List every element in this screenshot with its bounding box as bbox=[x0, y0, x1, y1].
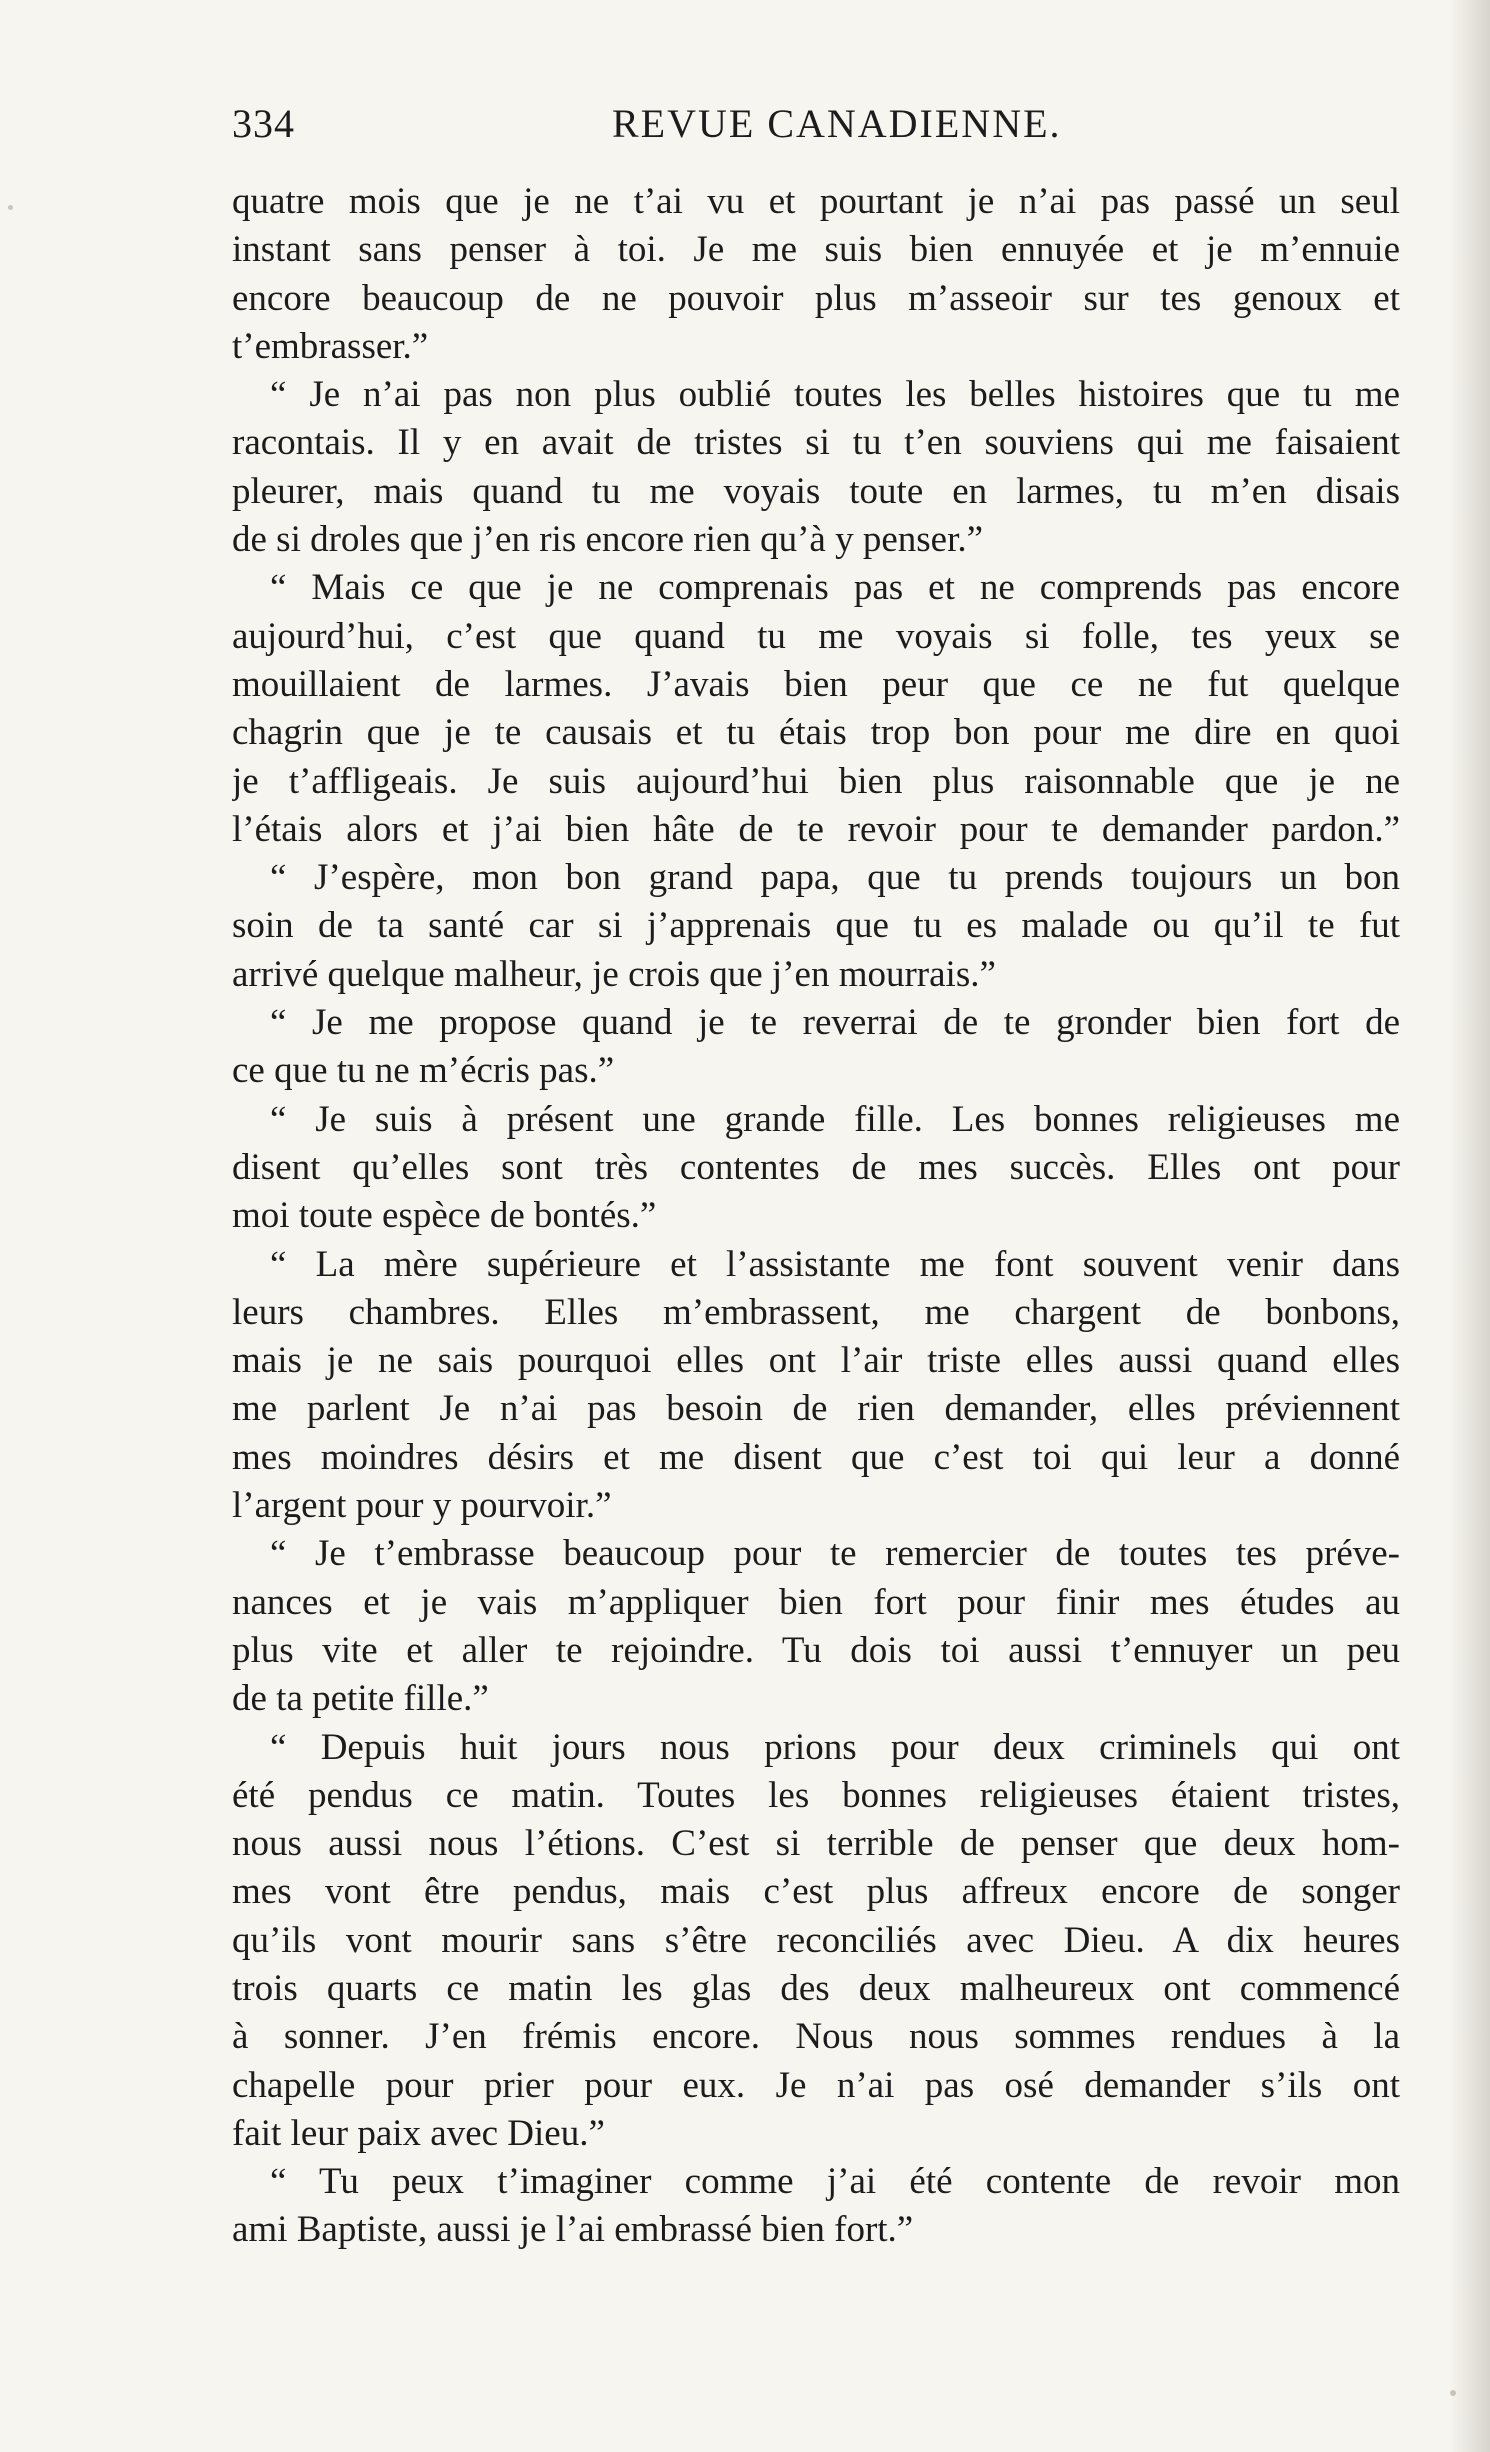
text-line: mes vont être pendus, mais c’est plus affreux encore de songer bbox=[232, 1871, 1400, 1913]
text-line: fait leur paix avec Dieu.” bbox=[232, 2112, 605, 2154]
text-line: été pendus ce matin. Toutes les bonnes religieuses étaient tristes, bbox=[232, 1774, 1400, 1816]
text-line: me parlent Je n’ai pas besoin de rien demander, elles préviennent bbox=[232, 1388, 1400, 1430]
text-line: encore beaucoup de ne pouvoir plus m’asseoir sur tes genoux et bbox=[232, 277, 1400, 319]
text-line: pleurer, mais quand tu me voyais toute en larmes, tu m’en disais bbox=[232, 470, 1400, 512]
text-line: “ Tu peux t’imaginer comme j’ai été contente de revoir mon bbox=[270, 2161, 1400, 2203]
body-text bbox=[232, 178, 1400, 2255]
text-line: arrivé quelque malheur, je crois que j’en mourrais.” bbox=[232, 953, 996, 995]
text-line: qu’ils vont mourir sans s’être reconciliés avec Dieu. A dix heures bbox=[232, 1919, 1400, 1961]
text-line: soin de ta santé car si j’apprenais que tu es malade ou qu’il te fut bbox=[232, 905, 1400, 947]
text-line: “ Je n’ai pas non plus oublié toutes les belles histoires que tu me bbox=[270, 374, 1400, 416]
text-line: racontais. Il y en avait de tristes si tu t’en souviens qui me faisaient bbox=[232, 422, 1400, 464]
text-line: t’embrasser.” bbox=[232, 325, 429, 367]
text-line: ce que tu ne m’écris pas.” bbox=[232, 1050, 615, 1092]
text-line: l’étais alors et j’ai bien hâte de te revoir pour te demander pardon.” bbox=[232, 808, 1400, 850]
text-line: aujourd’hui, c’est que quand tu me voyais si folle, tes yeux se bbox=[232, 615, 1400, 657]
page-number: 334 bbox=[232, 101, 295, 146]
text-line: nances et je vais m’appliquer bien fort pour finir mes études au bbox=[232, 1581, 1400, 1623]
text-line: “ La mère supérieure et l’assistante me font souvent venir dans bbox=[270, 1243, 1400, 1285]
text-line: trois quarts ce matin les glas des deux malheureux ont commencé bbox=[232, 1967, 1400, 2009]
text-line: nous aussi nous l’étions. C’est si terrible de penser que deux hom- bbox=[232, 1823, 1400, 1865]
text-line: “ Je suis à présent une grande fille. Les bonnes religieuses me bbox=[270, 1098, 1400, 1140]
text-line: “ Mais ce que je ne comprenais pas et ne comprends pas encore bbox=[270, 567, 1400, 609]
text-line: mes moindres désirs et me disent que c’est toi qui leur a donné bbox=[232, 1436, 1400, 1478]
text-line: quatre mois que je ne t’ai vu et pourtant je n’ai pas passé un seul bbox=[232, 181, 1400, 222]
text-line: plus vite et aller te rejoindre. Tu dois toi aussi t’ennuyer un peu bbox=[232, 1629, 1400, 1671]
text-line: leurs chambres. Elles m’embrassent, me chargent de bonbons, bbox=[232, 1291, 1400, 1333]
text-line: instant sans penser à toi. Je me suis bien ennuyée et je m’ennuie bbox=[232, 229, 1400, 271]
text-line: de ta petite fille.” bbox=[232, 1678, 489, 1720]
margin-speck bbox=[8, 205, 13, 210]
text-line: “ Je me propose quand je te reverrai de te gronder bien fort de bbox=[270, 1002, 1400, 1044]
text-line: je t’affligeais. Je suis aujourd’hui bien plus raisonnable que je ne bbox=[232, 760, 1400, 802]
text-line: chagrin que je te causais et tu étais trop bon pour me dire en quoi bbox=[232, 712, 1400, 754]
page-edge-shadow bbox=[1450, 0, 1490, 2452]
text-line: de si droles que j’en ris encore rien qu’à y penser.” bbox=[232, 519, 984, 561]
running-title: REVUE CANADIENNE. bbox=[612, 101, 1062, 146]
text-line: mais je ne sais pourquoi elles ont l’air triste elles aussi quand elles bbox=[232, 1340, 1400, 1382]
text-line: mouillaient de larmes. J’avais bien peur que ce ne fut quelque bbox=[232, 663, 1400, 705]
text-line: “ J’espère, mon bon grand papa, que tu prends toujours un bon bbox=[270, 857, 1400, 899]
text-line: l’argent pour y pourvoir.” bbox=[232, 1485, 612, 1527]
text-line: “ Je t’embrasse beaucoup pour te remercier de toutes tes préve- bbox=[270, 1533, 1400, 1575]
text-line: à sonner. J’en frémis encore. Nous nous sommes rendues à la bbox=[232, 2016, 1400, 2058]
page-header bbox=[232, 100, 1392, 160]
text-line: “ Depuis huit jours nous prions pour deux criminels qui ont bbox=[270, 1726, 1400, 1768]
text-line: moi toute espèce de bontés.” bbox=[232, 1195, 657, 1237]
text-line: chapelle pour prier pour eux. Je n’ai pas osé demander s’ils ont bbox=[232, 2064, 1400, 2106]
text-line: ami Baptiste, aussi je l’ai embrassé bien fort.” bbox=[232, 2209, 914, 2251]
text-line: disent qu’elles sont très contentes de mes succès. Elles ont pour bbox=[232, 1146, 1400, 1188]
